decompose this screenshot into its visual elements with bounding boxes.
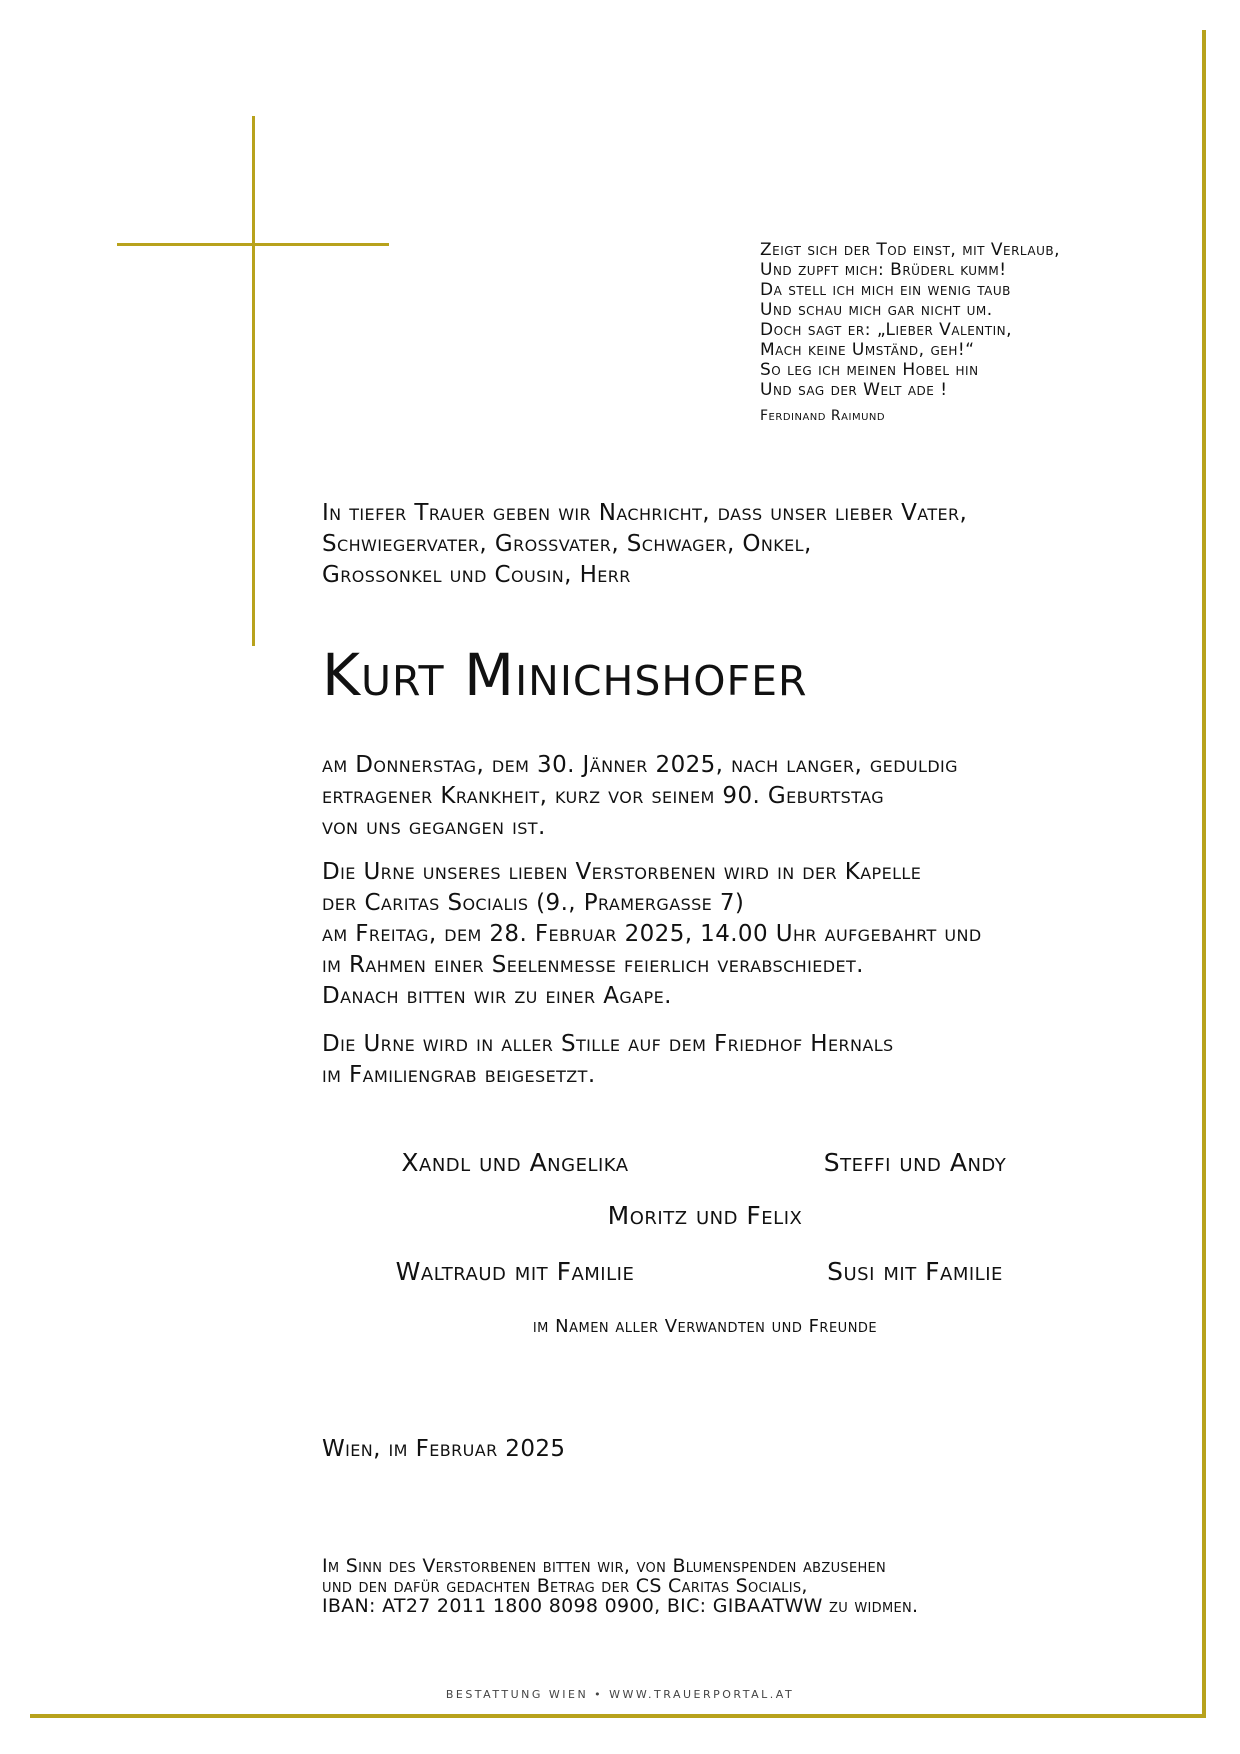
poem-line: Und sag der Welt ade ! [760, 380, 948, 400]
deceased-name: Kurt Minichshofer [322, 641, 808, 709]
mourner-name: Moritz und Felix [607, 1201, 803, 1230]
poem-author: Ferdinand Raimund [760, 408, 886, 424]
paragraph-line: der Caritas Socialis (9., Pramergasse 7) [322, 890, 745, 916]
announcement-intro [322, 498, 1182, 591]
ceremony-paragraph [322, 857, 1182, 1012]
intro-line: Grossonkel und Cousin, Herr [322, 562, 631, 588]
mourners-all-relatives: im Namen aller Verwandten und Freunde [532, 1316, 878, 1337]
intro-line: In tiefer Trauer geben wir Nachricht, dass unser lieber Vater, [322, 500, 968, 526]
paragraph-line: Danach bitten wir zu einer Agape. [322, 983, 672, 1009]
cross-horizontal-bar [117, 243, 389, 246]
cross-vertical-bar [252, 116, 255, 646]
paragraph-line: am Donnerstag, dem 30. Jänner 2025, nach langer, geduldig [322, 752, 958, 778]
death-notice-paragraph [322, 750, 1182, 843]
mourner-name: Steffi und Andy [823, 1148, 1007, 1177]
frame-right-border [1202, 30, 1206, 1718]
mourner-name: Xandl und Angelika [401, 1148, 629, 1177]
paragraph-line: Die Urne wird in aller Stille auf dem Friedhof Hernals [322, 1031, 894, 1057]
mourner-name: Susi mit Familie [827, 1257, 1003, 1286]
paragraph-line: ertragener Krankheit, kurz vor seinem 90. Geburtstag [322, 783, 885, 809]
paragraph-line: im Rahmen einer Seelenmesse feierlich verabschiedet. [322, 952, 864, 978]
burial-paragraph [322, 1029, 1182, 1091]
poem-line: Da stell ich mich ein wenig taub [760, 280, 1011, 300]
paragraph-line: von uns gegangen ist. [322, 814, 546, 840]
poem-line: Und schau mich gar nicht um. [760, 300, 993, 320]
donation-line: und den dafür gedachten Betrag der CS Caritas Socialis, [322, 1575, 808, 1597]
poem-line: Zeigt sich der Tod einst, mit Verlaub, [760, 240, 1060, 260]
paragraph-line: im Familiengrab beigesetzt. [322, 1062, 596, 1088]
poem-line: So leg ich meinen Hobel hin [760, 360, 979, 380]
intro-line: Schwiegervater, Grossvater, Schwager, Onkel, [322, 531, 812, 557]
donation-line: IBAN: AT27 2011 1800 8098 0900, BIC: GIBAATWW zu widmen. [322, 1595, 919, 1617]
paragraph-line: Die Urne unseres lieben Verstorbenen wird in der Kapelle [322, 859, 922, 885]
donation-line: Im Sinn des Verstorbenen bitten wir, von Blumenspenden abzusehen [322, 1555, 887, 1577]
donation-request [322, 1556, 1192, 1616]
paragraph-line: am Freitag, dem 28. Februar 2025, 14.00 Uhr aufgebahrt und [322, 921, 982, 947]
poem-block [760, 240, 1190, 424]
mourner-name: Waltraud mit Familie [395, 1257, 635, 1286]
poem-line: Doch sagt er: „Lieber Valentin, [760, 320, 1013, 340]
poem-line: Mach keine Umständ, geh!“ [760, 340, 975, 360]
footer-credit: BESTATTUNG WIEN • WWW.TRAUERPORTAL.AT [445, 1688, 795, 1701]
frame-bottom-border [30, 1714, 1206, 1718]
poem-line: Und zupft mich: Brüderl kumm! [760, 260, 1007, 280]
place-and-date: Wien, im Februar 2025 [322, 1436, 566, 1462]
